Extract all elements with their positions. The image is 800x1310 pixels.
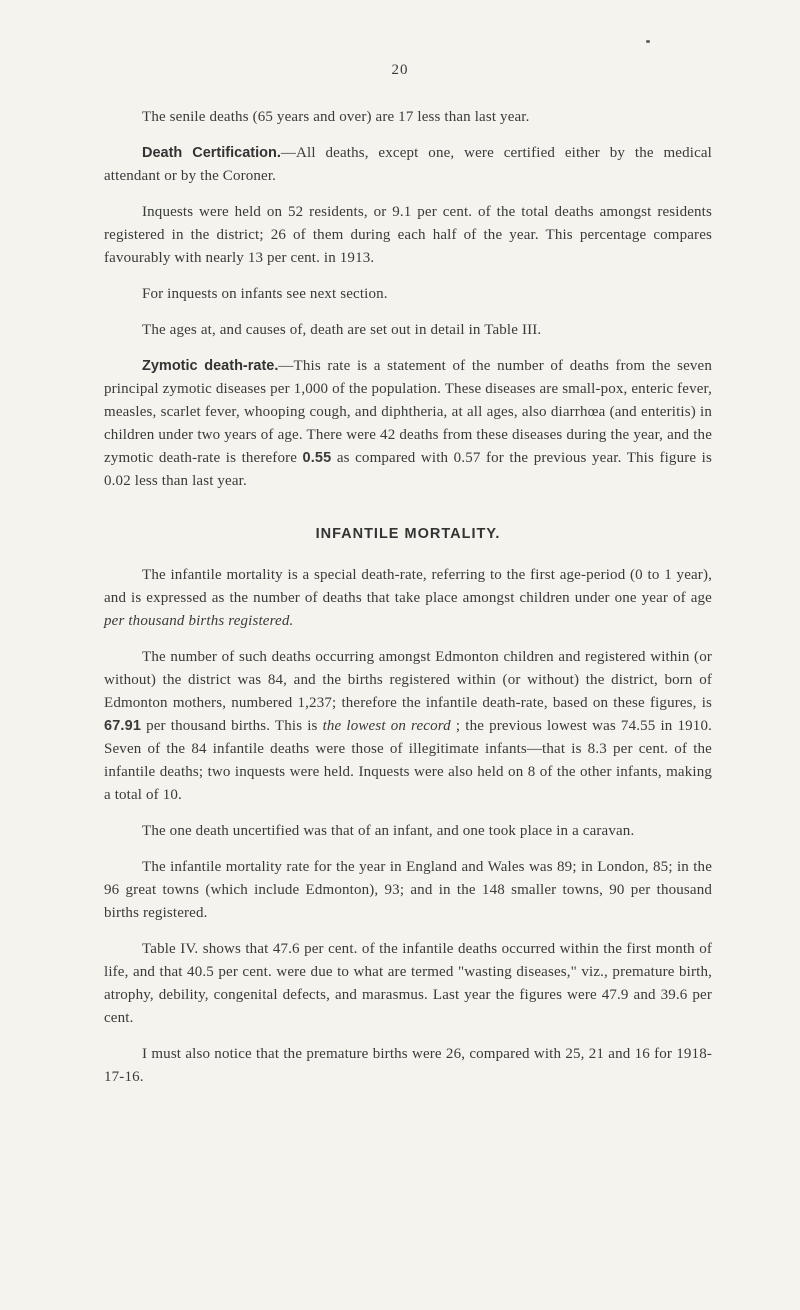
infant-inquests-note: For inquests on infants see next section. xyxy=(142,286,388,302)
page-body xyxy=(104,106,712,1089)
ink-speck xyxy=(646,40,650,43)
inquests-paragraph: Inquests were held on 52 residents, or 9.1 per cent. of the total deaths amongst residents registered in the district; 26 of them during each half of the year. This percentage compares favourably with nearly 13 per cent. in 1913. xyxy=(104,204,712,266)
table-iv-paragraph: Table IV. shows that 47.6 per cent. of the infantile deaths occurred within the first month of life, and that 40.5 per cent. were due to what are termed "wasting diseases," viz., premature birth, atrophy, debility, congenital defects, and marasmus. Last year the figures were 47.9 and 39.6 per cent. xyxy=(104,941,712,1026)
zymotic-rate-heading: Zymotic death-rate. xyxy=(142,358,279,374)
premature-births-paragraph: I must also notice that the premature births were 26, compared with 25, 21 and 16 for 1918-17-16. xyxy=(104,1046,712,1085)
per-thousand-phrase: per thousand births registered. xyxy=(104,613,294,629)
infantile-deaths-paragraph: The number of such deaths occurring amongst Edmonton children and registered within (or without) the district was 84, and the births registered within (or without) the district, born of Edmonton mothers, numbered 1,237; therefore the infantile death-rate, based on these figures, is 67.91 per thousand births. This is the lowest on record ; the previous lowest was 74.55 in 1910. Seven of the 84 infantile deaths were those of illegitimate infants—that is 8.3 per cent. of the infantile deaths; two inquests were held. Inquests were also held on 8 of the other infants, making a total of 10. xyxy=(104,649,713,803)
uncertified-death-paragraph: The one death uncertified was that of an infant, and one took place in a caravan. xyxy=(142,823,635,839)
page-number: 20 xyxy=(391,62,409,78)
ages-causes-note: The ages at, and causes of, death are set out in detail in Table III. xyxy=(142,322,542,338)
death-certification-heading: Death Certification. xyxy=(142,145,281,161)
national-comparison-paragraph: The infantile mortality rate for the year in England and Wales was 89; in London, 85; in the 96 great towns (which include Edmonton), 93; and in the 148 smaller towns, 90 per thousand births registered. xyxy=(104,859,712,921)
lowest-on-record-phrase: the lowest on record xyxy=(322,718,451,734)
death-certification-paragraph: Death Certification.—All deaths, except one, were certified either by the medical attendant or by the Coroner. xyxy=(104,145,713,184)
senile-deaths-paragraph: The senile deaths (65 years and over) are 17 less than last year. xyxy=(142,109,530,125)
zymotic-rate-value: 0.55 xyxy=(302,450,332,466)
infantile-rate-value: 67.91 xyxy=(104,718,142,734)
infantile-mortality-heading: INFANTILE MORTALITY. xyxy=(315,526,501,542)
infantile-definition-paragraph: The infantile mortality is a special death-rate, referring to the first age-period (0 to 1 year), and is expressed as the number of deaths that take place amongst children under one year of age per thousand births registered. xyxy=(104,567,712,629)
zymotic-rate-paragraph: Zymotic death-rate.—This rate is a statement of the number of deaths from the seven principal zymotic diseases per 1,000 of the population. These diseases are small-pox, enteric fever, measles, scarlet fever, whooping cough, and diphtheria, at all ages, also diarrhœa (and enteritis) in children under two years of age. There were 42 deaths from these diseases during the year, and the zymotic death-rate is therefore 0.55 as compared with 0.57 for the previous year. This figure is 0.02 less than last year. xyxy=(104,358,712,489)
